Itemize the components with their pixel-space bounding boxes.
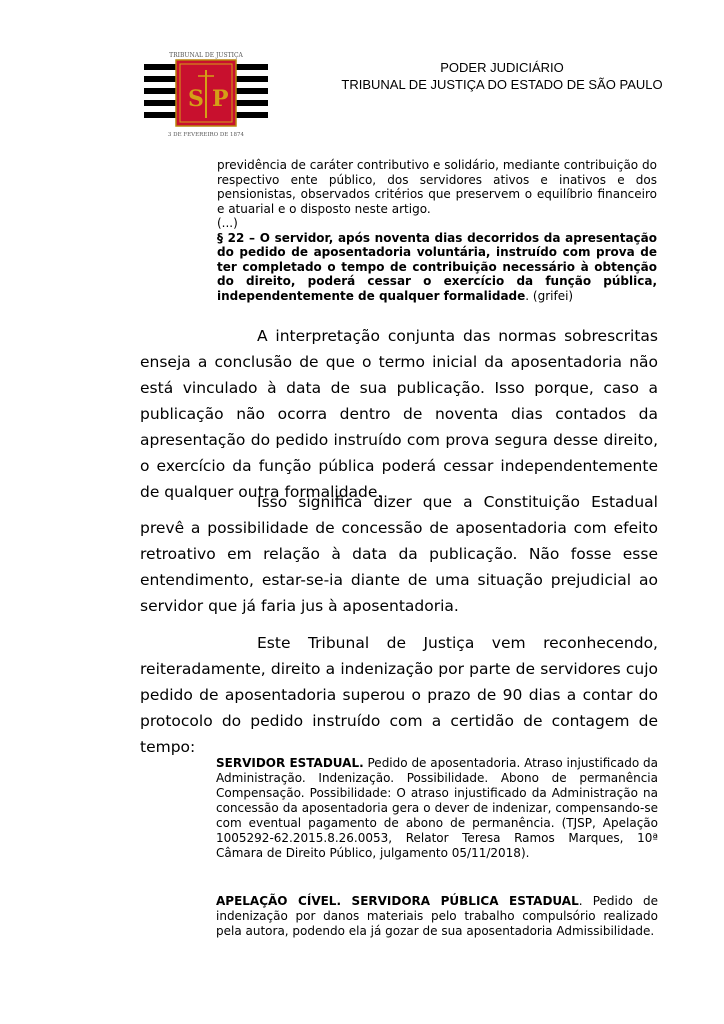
case-summary-title: APELAÇÃO CÍVEL. SERVIDORA PÚBLICA ESTADUAL [216, 894, 579, 908]
case-summary-1 [216, 756, 658, 861]
svg-text:S: S [188, 86, 204, 112]
case-summary-title: SERVIDOR ESTADUAL. [216, 756, 364, 770]
case-summary-2 [216, 894, 658, 939]
svg-text:TRIBUNAL DE JUSTIÇA: TRIBUNAL DE JUSTIÇA [169, 52, 243, 59]
page-header [330, 59, 674, 93]
law-quote [217, 158, 657, 303]
body-paragraph-1: A interpretação conjunta das normas sobrescritas enseja a conclusão de que o termo inicial da aposentadoria não está vinculado à data de sua publicação. Isso porque, caso a publicação não ocorra dentro de noventa dias contados da apresentação do pedido instruído com prova segura desse direito, o exercício da função pública poderá cessar independentemente de qualquer outra formalidade. [140, 327, 658, 501]
svg-text:P: P [212, 86, 229, 112]
quote-paragraph-22 [217, 231, 657, 304]
case-summary-text: Pedido de aposentadoria. Atraso injustificado da Administração. Indenização. Possibilidade. Abono de permanência Compensação. Possibilidade: O atraso injustificado da Administração na concessão da aposentadoria gera o dever de indenizar, compensando-se com eventual pagamento de abono de permanência. (TJSP, Apelação 1005292-62.2015.8.26.0053, Relator Teresa Ramos Marques, 10ª Câmara de Direito Público, julgamento 05/11/2018). [216, 756, 659, 860]
quote-ellipsis: (...) [217, 216, 238, 230]
svg-text:3 DE FEVEREIRO DE 1874: 3 DE FEVEREIRO DE 1874 [167, 132, 245, 138]
quote-text: previdência de caráter contributivo e solidário, mediante contribuição do respectivo ente público, dos servidores ativos e inativos e dos pensionistas, observados critérios que preservem o equilíbrio financeiro e atuarial e o disposto neste artigo. [217, 158, 657, 216]
case-summary-text: . Pedido de indenização por danos materiais pelo trabalho compulsório realizado pela autora, podendo ela já gozar de sua aposentadoria Admissibilidade. [216, 894, 658, 938]
header-line-2: TRIBUNAL DE JUSTIÇA DO ESTADO DE SÃO PAULO [341, 77, 663, 92]
quote-bold-text: § 22 – O servidor, após noventa dias decorridos da apresentação do pedido de aposentadoria voluntária, instruído com prova de ter completado o tempo de contribuição necessário à obtenção do direito, poderá cessar o exercício da função pública, independentemente de qualquer formalidade [217, 230, 657, 303]
body-paragraph-2: Isso significa dizer que a Constituição Estadual prevê a possibilidade de concessão de aposentadoria com efeito retroativo em relação à data da publicação. Não fosse esse entendimento, estar-se-ia diante de uma situação prejudicial ao servidor que já faria jus à aposentadoria. [140, 493, 658, 615]
tjsp-seal-logo [144, 48, 268, 138]
quote-tail: . (grifei) [525, 288, 574, 303]
header-line-1: PODER JUDICIÁRIO [440, 60, 564, 75]
body-paragraph-3: Este Tribunal de Justiça vem reconhecendo, reiteradamente, direito a indenização por parte de servidores cujo pedido de aposentadoria superou o prazo de 90 dias a contar do protocolo do pedido instruído com a certidão de contagem de tempo: [140, 634, 658, 756]
